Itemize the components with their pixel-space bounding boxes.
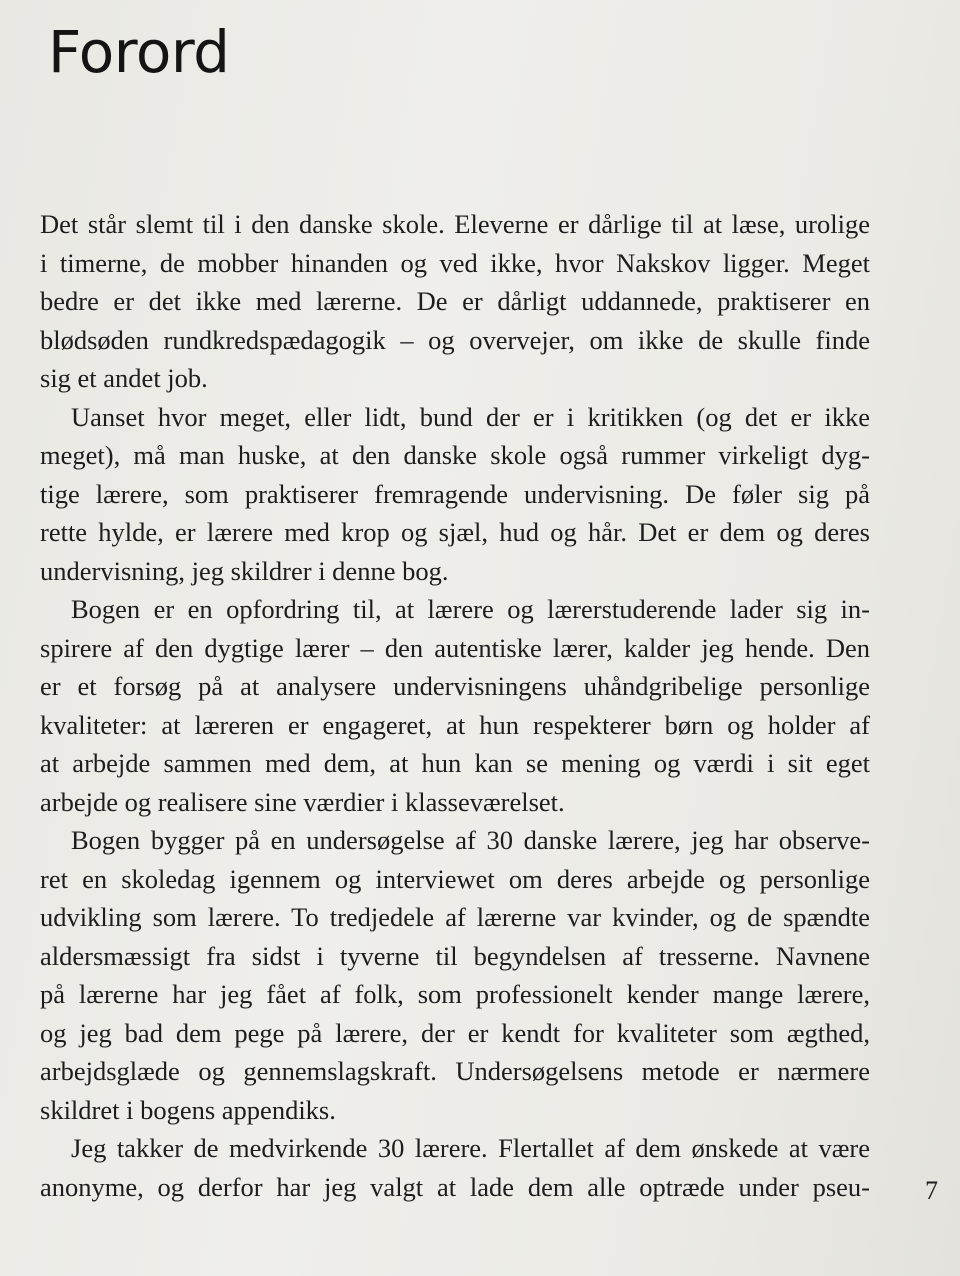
text-line: i timerne, de mobber hinanden og ved ikke, hvor Nakskov ligger. Meget	[40, 247, 870, 278]
text-line: er et forsøg på at analysere undervisningens uhåndgribelige personlige	[40, 671, 870, 701]
paragraph-2	[40, 398, 870, 591]
text-line: Uanset hvor meget, eller lidt, bund der er i kritikken (og det er ikke	[71, 401, 870, 432]
text-line: Bogen er en opfordring til, at lærere og lærerstuderende lader sig in-	[71, 594, 870, 624]
text-line: skildret i bogens appendiks.	[40, 1094, 336, 1125]
text-line: arbejde og realisere sine værdier i klasseværelset.	[40, 786, 565, 817]
text-line: kvaliteter: at læreren er engageret, at hun respekterer børn og holder af	[40, 709, 870, 740]
text-line: spirere af den dygtige lærer – den autentiske lærer, kalder jeg hende. Den	[40, 632, 870, 663]
text-line: Det står slemt til i den danske skole. Eleverne er dårlige til at læse, urolige	[40, 209, 870, 239]
page-number: 7	[925, 1176, 938, 1205]
text-line: undervisning, jeg skildrer i denne bog.	[40, 555, 449, 586]
chapter-title: Forord	[48, 18, 230, 86]
text-line: og jeg bad dem pege på lærere, der er kendt for kvaliteter som ægthed,	[40, 1017, 870, 1048]
text-line: at arbejde sammen med dem, at hun kan se mening og værdi i sit eget	[40, 748, 870, 778]
text-line: på lærerne har jeg fået af folk, som professionelt kender mange lærere,	[40, 979, 870, 1009]
text-line: arbejdsglæde og gennemslagskraft. Undersøgelsens metode er nærmere	[40, 1056, 870, 1086]
paragraph-3	[40, 590, 870, 821]
text-line: udvikling som lærere. To tredjedele af lærerne var kvinder, og de spændte	[40, 902, 870, 932]
text-line: anonyme, og derfor har jeg valgt at lade dem alle optræde under pseu-	[40, 1171, 870, 1202]
text-line: ret en skoledag igennem og interviewet om deres arbejde og personlige	[40, 863, 870, 894]
text-line: Bogen bygger på en undersøgelse af 30 danske lærere, jeg har observe-	[71, 825, 870, 855]
body-text	[40, 205, 870, 1206]
paragraph-1	[40, 205, 870, 398]
text-line: bedre er det ikke med lærerne. De er dårligt uddannede, praktiserer en	[40, 286, 870, 316]
text-line: meget), må man huske, at den danske skole også rummer virkeligt dyg-	[40, 440, 870, 470]
text-line: Jeg takker de medvirkende 30 lærere. Flertallet af dem ønskede at være	[71, 1133, 870, 1163]
text-line: rette hylde, er lærere med krop og sjæl, hud og hår. Det er dem og deres	[40, 517, 870, 547]
paragraph-5	[40, 1129, 870, 1206]
text-line: tige lærere, som praktiserer fremragende undervisning. De føler sig på	[40, 478, 870, 509]
text-line: blødsøden rundkredspædagogik – og overvejer, om ikke de skulle finde	[40, 324, 870, 355]
text-line: aldersmæssigt fra sidst i tyverne til begyndelsen af tresserne. Navnene	[40, 940, 870, 971]
paragraph-4	[40, 821, 870, 1129]
text-line: sig et andet job.	[40, 363, 208, 393]
